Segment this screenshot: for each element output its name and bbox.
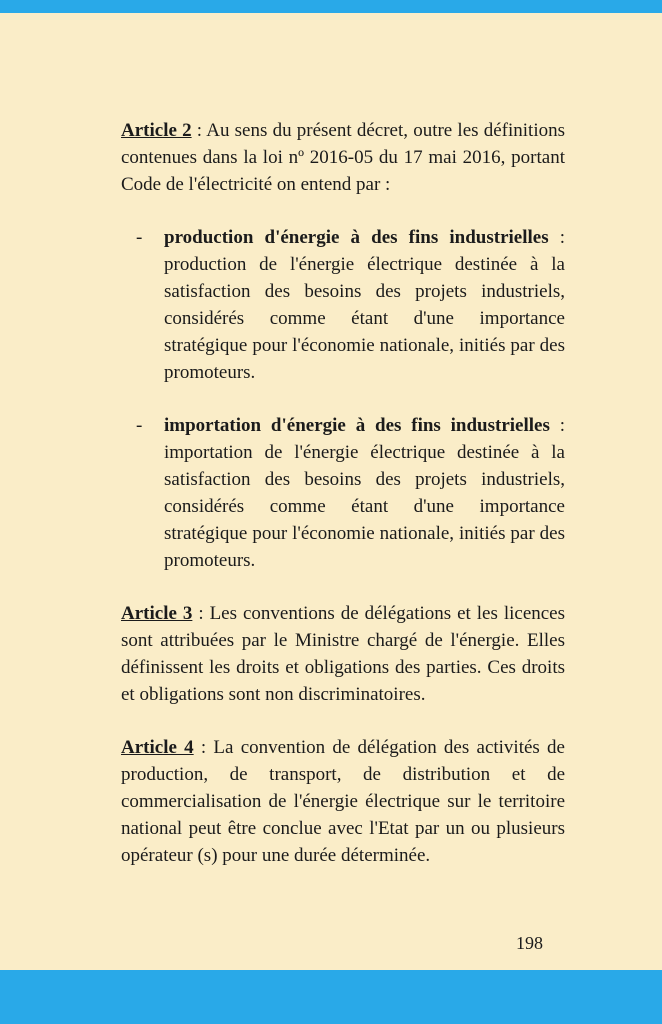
bullet-importation-term: importation d'énergie à des fins industrielles: [164, 415, 550, 436]
bullet-item-importation: [121, 412, 565, 574]
article-4-body: : La convention de délégation des activités de production, de transport, de distribution et de commercialisation de l'énergie électrique sur le territoire national peut être conclue avec l'Etat par un ou plusieurs opérateur (s) pour une durée déterminée.: [121, 737, 565, 866]
bullet-production-term: production d'énergie à des fins industrielles: [164, 227, 549, 248]
top-border-band: [0, 0, 662, 13]
article-4-paragraph: [121, 734, 565, 869]
article-3-heading: Article 3: [121, 603, 193, 624]
bullet-production-body: : production de l'énergie électrique destinée à la satisfaction des besoins des projets industriels, considérés comme étant d'une importance stratégique pour l'économie nationale, initiés par des promoteurs.: [164, 227, 566, 383]
bullet-item-production: [121, 224, 565, 386]
article-2-heading: Article 2: [121, 120, 192, 141]
article-3-body: : Les conventions de délégations et les licences sont attribuées par le Ministre chargé de l'énergie. Elles définissent les droits et obligations des parties. Ces droits et obligations sont non discriminatoires.: [121, 603, 566, 705]
article-4-heading: Article 4: [121, 737, 194, 758]
bullet-importation-paragraph: [164, 412, 565, 574]
bullet-dash-marker: -: [136, 415, 143, 436]
article-2-body: : Au sens du présent décret, outre les définitions contenues dans la loi nº 2016-05 du 17 mai 2016, portant Code de l'électricité on entend par :: [121, 120, 566, 195]
page-number: 198: [516, 933, 543, 953]
article-2-paragraph: [121, 117, 565, 198]
bullet-importation-body: : importation de l'énergie électrique destinée à la satisfaction des besoins des projets industriels, considérés comme étant d'une importance stratégique pour l'économie nationale, initiés par des promoteurs.: [164, 415, 565, 571]
page-content: [121, 117, 565, 895]
article-3-paragraph: [121, 600, 565, 708]
bottom-border-band: [0, 970, 662, 1024]
bullet-dash-marker: -: [136, 227, 143, 248]
bullet-production-paragraph: [164, 224, 565, 386]
